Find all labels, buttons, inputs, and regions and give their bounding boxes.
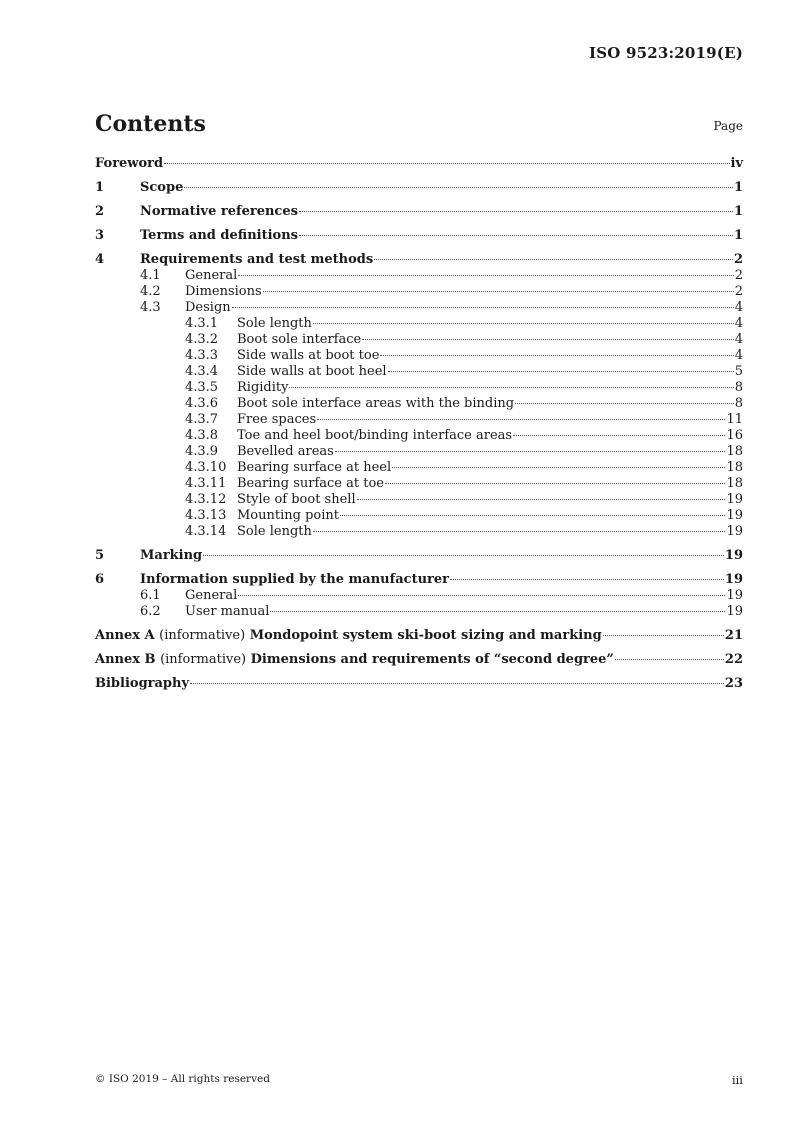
toc-page: 21 xyxy=(724,628,743,643)
dot-leader xyxy=(313,323,734,324)
toc-entry-annex-b[interactable] xyxy=(95,652,743,668)
toc-number: 4.3.14 xyxy=(185,524,227,539)
toc-page: iv xyxy=(730,156,743,171)
dot-leader xyxy=(374,259,733,260)
toc-number: 4.3.3 xyxy=(185,348,219,363)
toc-entry-6-2[interactable] xyxy=(95,604,743,620)
dot-leader xyxy=(263,291,734,292)
toc-number: 4.3.4 xyxy=(185,364,219,379)
toc-entry-4-2[interactable] xyxy=(95,284,743,300)
toc-title: Terms and definitions xyxy=(140,228,298,243)
toc-title: Foreword xyxy=(95,156,164,171)
toc-page: 1 xyxy=(733,180,743,195)
toc-number: 4.3.5 xyxy=(185,380,219,395)
toc-number: 4.3.8 xyxy=(185,428,219,443)
toc-entry-4-3-12[interactable] xyxy=(95,492,743,508)
toc-page: 19 xyxy=(726,604,743,619)
toc-entry-bibliography[interactable] xyxy=(95,676,743,692)
toc-entry-4-3-14[interactable] xyxy=(95,524,743,540)
toc-entry-marking[interactable] xyxy=(95,548,743,564)
dot-leader xyxy=(299,235,733,236)
toc-entry-manufacturer-info[interactable] xyxy=(95,572,743,588)
toc-page: 18 xyxy=(726,460,743,475)
dot-leader xyxy=(203,555,724,556)
toc-page: 23 xyxy=(724,676,743,691)
toc-title: Bearing surface at heel xyxy=(237,460,392,475)
toc-title: General xyxy=(185,588,238,603)
dot-leader xyxy=(184,187,733,188)
toc-page: 19 xyxy=(726,588,743,603)
toc-entry-4-3-2[interactable] xyxy=(95,332,743,348)
annex-label: Annex A xyxy=(95,628,155,643)
toc-page: 2 xyxy=(734,268,743,283)
toc-page: 4 xyxy=(734,316,743,331)
toc-page: 2 xyxy=(734,284,743,299)
dot-leader xyxy=(335,451,726,452)
toc-entry-annex-a[interactable] xyxy=(95,628,743,644)
toc-number: 4.3.9 xyxy=(185,444,219,459)
toc-title xyxy=(95,628,602,644)
toc-title: Bibliography xyxy=(95,676,190,691)
dot-leader xyxy=(385,483,725,484)
toc-title: Boot sole interface areas with the binding xyxy=(237,396,515,411)
dot-leader xyxy=(388,371,734,372)
toc-title: General xyxy=(185,268,238,283)
toc-entry-4-3-13[interactable] xyxy=(95,508,743,524)
dot-leader xyxy=(357,499,726,500)
toc-page: 16 xyxy=(726,428,743,443)
toc-entry-4-3-10[interactable] xyxy=(95,460,743,476)
dot-leader xyxy=(317,419,725,420)
toc-title: Requirements and test methods xyxy=(140,252,374,267)
toc-number: 5 xyxy=(95,548,105,563)
dot-leader xyxy=(238,275,733,276)
dot-leader xyxy=(270,611,725,612)
toc-title: Bearing surface at toe xyxy=(237,476,384,491)
toc-title: User manual xyxy=(185,604,270,619)
annex-informative: (informative) xyxy=(159,628,246,643)
toc-entry-foreword[interactable] xyxy=(95,156,743,172)
toc-title: Bevelled areas xyxy=(237,444,334,459)
toc-page: 19 xyxy=(724,548,743,563)
toc-title: Sole length xyxy=(237,524,312,539)
page-column-label: Page xyxy=(713,119,743,133)
toc-number: 1 xyxy=(95,180,105,195)
toc-page: 19 xyxy=(726,508,743,523)
toc-entry-scope[interactable] xyxy=(95,180,743,196)
toc-title: Boot sole interface xyxy=(237,332,362,347)
toc-title: Marking xyxy=(140,548,203,563)
toc-title: Side walls at boot heel xyxy=(237,364,387,379)
toc-title: Sole length xyxy=(237,316,312,331)
toc-page: 8 xyxy=(734,396,743,411)
dot-leader xyxy=(515,403,734,404)
toc-page: 19 xyxy=(724,572,743,587)
toc-entry-4-3-11[interactable] xyxy=(95,476,743,492)
annex-title: Mondopoint system ski-boot sizing and marking xyxy=(249,628,602,643)
dot-leader xyxy=(513,435,725,436)
toc-number: 4.3.7 xyxy=(185,412,219,427)
toc-title: Scope xyxy=(140,180,184,195)
toc-page: 2 xyxy=(733,252,743,267)
toc-number: 2 xyxy=(95,204,105,219)
toc-page: 5 xyxy=(734,364,743,379)
toc-entry-normative-references[interactable] xyxy=(95,204,743,220)
toc-page: 4 xyxy=(734,300,743,315)
document-id: ISO 9523:2019(E) xyxy=(589,44,743,62)
toc-title: Free spaces xyxy=(237,412,317,427)
toc-entry-4-3-4[interactable] xyxy=(95,364,743,380)
toc-number: 4.2 xyxy=(140,284,161,299)
toc-page: 11 xyxy=(726,412,743,427)
toc-page: 4 xyxy=(734,332,743,347)
toc-number: 6.1 xyxy=(140,588,161,603)
page-number: iii xyxy=(731,1073,743,1087)
toc-entry-4-3[interactable] xyxy=(95,300,743,316)
dot-leader xyxy=(340,515,725,516)
toc-title: Information supplied by the manufacturer xyxy=(140,572,449,587)
toc-number: 4.3.12 xyxy=(185,492,227,507)
toc-page: 4 xyxy=(734,348,743,363)
toc-title: Style of boot shell xyxy=(237,492,356,507)
toc-page: 8 xyxy=(734,380,743,395)
toc-title: Dimensions xyxy=(185,284,262,299)
toc-title: Toe and heel boot/binding interface areas xyxy=(237,428,513,443)
toc-entry-4-3-9[interactable] xyxy=(95,444,743,460)
toc-entry-4-3-8[interactable] xyxy=(95,428,743,444)
table-of-contents xyxy=(95,156,743,692)
dot-leader xyxy=(603,635,724,636)
toc-title: Side walls at boot toe xyxy=(237,348,380,363)
toc-page: 18 xyxy=(726,444,743,459)
toc-title: Design xyxy=(185,300,231,315)
toc-page: 19 xyxy=(726,524,743,539)
dot-leader xyxy=(615,659,724,660)
toc-entry-4-3-3[interactable] xyxy=(95,348,743,364)
toc-entry-4-3-1[interactable] xyxy=(95,316,743,332)
toc-entry-requirements[interactable] xyxy=(95,252,743,268)
dot-leader xyxy=(299,211,733,212)
toc-title: Rigidity xyxy=(237,380,289,395)
toc-page: 22 xyxy=(724,652,743,667)
toc-entry-4-3-6[interactable] xyxy=(95,396,743,412)
dot-leader xyxy=(313,531,726,532)
dot-leader xyxy=(238,595,725,596)
annex-informative: (informative) xyxy=(160,652,247,667)
dot-leader xyxy=(164,163,729,164)
dot-leader xyxy=(380,355,733,356)
toc-entry-4-3-5[interactable] xyxy=(95,380,743,396)
toc-number: 4.3.6 xyxy=(185,396,219,411)
toc-number: 4.1 xyxy=(140,268,161,283)
annex-label: Annex B xyxy=(95,652,156,667)
contents-heading: Contents xyxy=(95,111,206,137)
toc-entry-terms[interactable] xyxy=(95,228,743,244)
dot-leader xyxy=(392,467,725,468)
toc-page: 1 xyxy=(733,204,743,219)
toc-number: 4 xyxy=(95,252,105,267)
toc-number: 6.2 xyxy=(140,604,161,619)
annex-title: Dimensions and requirements of “second degree” xyxy=(250,652,614,667)
toc-number: 3 xyxy=(95,228,105,243)
dot-leader xyxy=(232,307,734,308)
toc-entry-6-1[interactable] xyxy=(95,588,743,604)
dot-leader xyxy=(190,683,724,684)
toc-number: 4.3.13 xyxy=(185,508,227,523)
toc-title: Normative references xyxy=(140,204,298,219)
toc-entry-4-1[interactable] xyxy=(95,268,743,284)
toc-page: 19 xyxy=(726,492,743,507)
toc-number: 4.3.10 xyxy=(185,460,227,475)
toc-page: 18 xyxy=(726,476,743,491)
dot-leader xyxy=(289,387,733,388)
toc-entry-4-3-7[interactable] xyxy=(95,412,743,428)
toc-number: 4.3.2 xyxy=(185,332,219,347)
toc-title xyxy=(95,652,614,668)
toc-page: 1 xyxy=(733,228,743,243)
toc-number: 4.3 xyxy=(140,300,161,315)
toc-number: 4.3.11 xyxy=(185,476,227,491)
toc-title: Mounting point xyxy=(237,508,339,523)
dot-leader xyxy=(362,339,733,340)
dot-leader xyxy=(450,579,724,580)
copyright-notice: © ISO 2019 – All rights reserved xyxy=(95,1073,270,1085)
toc-number: 4.3.1 xyxy=(185,316,219,331)
toc-number: 6 xyxy=(95,572,105,587)
